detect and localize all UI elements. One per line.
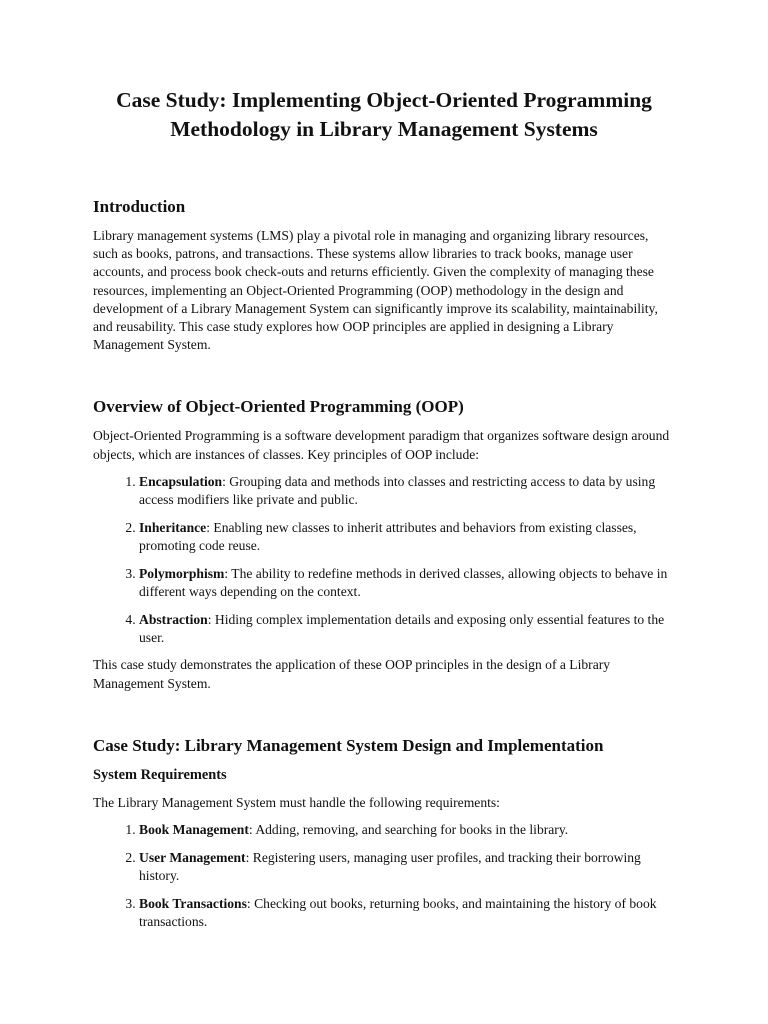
oop-closing-paragraph: This case study demonstrates the application of these OOP principles in the design of a Library Management System.	[93, 657, 611, 691]
requirement-term: Book Transactions	[139, 895, 247, 911]
title-line-1: Case Study: Implementing Object-Oriented Programming	[116, 88, 652, 112]
list-item	[139, 473, 675, 509]
list-item	[139, 849, 675, 885]
list-item	[139, 611, 675, 647]
case-study-heading: Case Study: Library Management System Design and Implementation	[93, 735, 604, 755]
principle-term: Inheritance	[139, 519, 207, 535]
principle-term: Polymorphism	[139, 565, 225, 581]
list-item	[139, 895, 675, 931]
introduction-paragraph: Library management systems (LMS) play a pivotal role in managing and organizing library resources, such as books, patrons, and transactions. These systems allow libraries to track books, manage user accounts, and process book check-outs and returns efficiently. Given the complexity of managing these resources, implementing an Object-Oriented Programming (OOP) methodology in the design and development of a Library Management System can significantly improve its scalability, maintainability, and reusability. This case study explores how OOP principles are applied in designing a Library Management System.	[93, 228, 658, 353]
requirement-description: : Checking out books, returning books, and maintaining the history of book transactions.	[139, 895, 657, 929]
list-item	[139, 519, 675, 555]
oop-overview-heading: Overview of Object-Oriented Programming (OOP)	[93, 397, 464, 417]
list-item	[139, 565, 675, 601]
introduction-heading: Introduction	[93, 197, 186, 216]
oop-principles-list	[93, 473, 675, 647]
requirement-description: : Adding, removing, and searching for books in the library.	[248, 822, 569, 838]
requirement-description: : Registering users, managing user profiles, and tracking their borrowing history.	[139, 849, 641, 883]
principle-description: : Enabling new classes to inherit attributes and behaviors from existing classes, promoting code reuse.	[139, 519, 637, 553]
requirements-list	[93, 821, 675, 931]
requirement-term: User Management	[139, 849, 246, 865]
oop-intro-paragraph: Object-Oriented Programming is a software development paradigm that organizes software design around objects, which are instances of classes. Key principles of OOP include:	[93, 428, 670, 462]
requirement-term: Book Management	[139, 822, 249, 838]
principle-description: : Grouping data and methods into classes and restricting access to data by using access modifiers like private and public.	[139, 473, 656, 508]
list-item	[139, 821, 675, 839]
principle-term: Abstraction	[139, 611, 208, 627]
requirements-intro-paragraph: The Library Management System must handle the following requirements:	[93, 794, 500, 810]
title-line-2: Methodology in Library Management Systems	[170, 117, 598, 141]
document-title	[93, 86, 675, 144]
principle-term: Encapsulation	[139, 473, 223, 489]
principle-description: : The ability to redefine methods in derived classes, allowing objects to behave in different ways depending on the context.	[139, 565, 668, 599]
system-requirements-heading: System Requirements	[93, 766, 227, 783]
principle-description: : Hiding complex implementation details and exposing only essential features to the user.	[139, 611, 665, 645]
